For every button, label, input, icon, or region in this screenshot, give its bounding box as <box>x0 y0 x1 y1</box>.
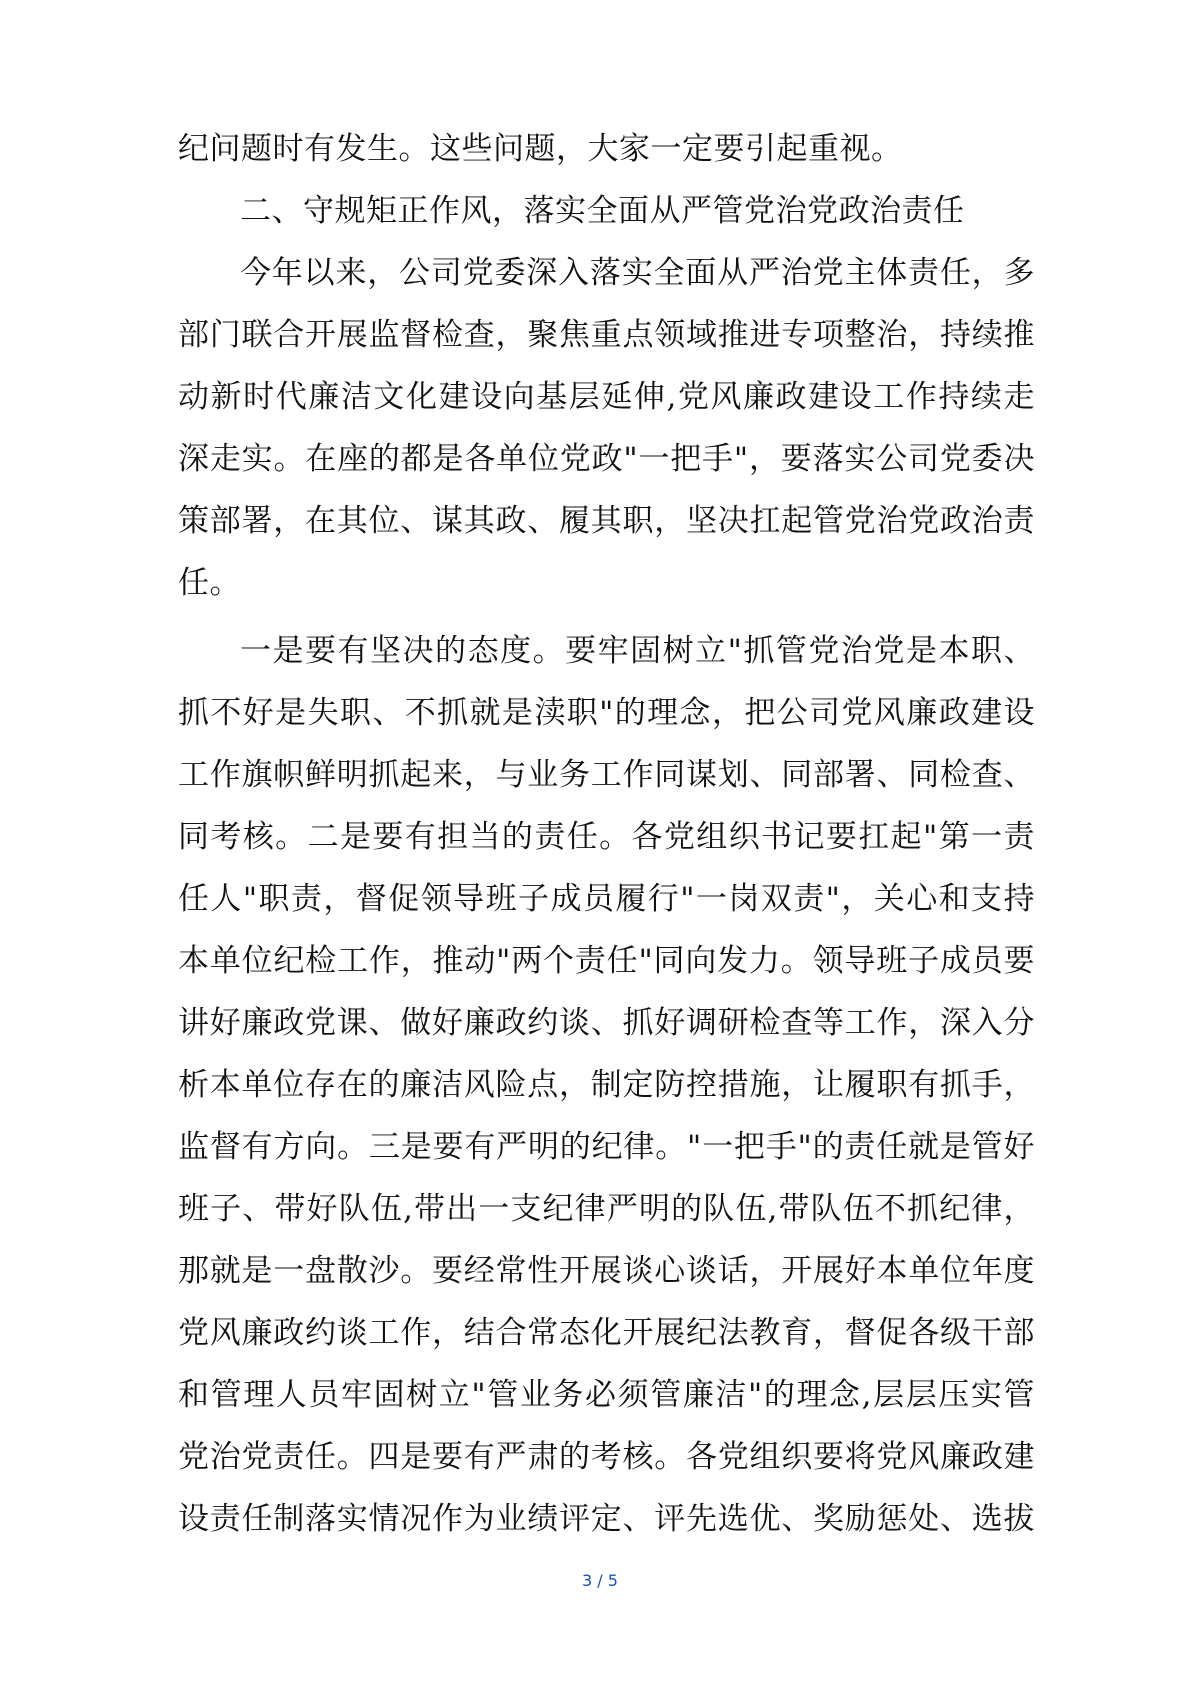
text-line: 同考核。二是要有担当的责任。各党组织书记要扛起"第一责 <box>178 819 1035 855</box>
text-line: 任人"职责，督促领导班子成员履行"一岗双责"，关心和支持 <box>178 881 1035 917</box>
text-line: 深走实。在座的都是各单位党政"一把手"，要落实公司党委决 <box>178 441 1035 477</box>
document-body <box>178 118 1035 1550</box>
text-line: 讲好廉政党课、做好廉政约谈、抓好调研检查等工作，深入分 <box>178 1005 1035 1041</box>
text-line: 工作旗帜鲜明抓起来，与业务工作同谋划、同部署、同检查、 <box>178 757 1035 793</box>
text-line: 任。 <box>178 565 241 601</box>
text-line: 策部署，在其位、谋其政、履其职，坚决扛起管党治党政治责 <box>178 503 1035 539</box>
text-line: 动新时代廉洁文化建设向基层延伸,党风廉政建设工作持续走 <box>178 379 1035 415</box>
text-line: 和管理人员牢固树立"管业务必须管廉洁"的理念,层层压实管 <box>178 1377 1035 1413</box>
text-line: 今年以来，公司党委深入落实全面从严治党主体责任，多 <box>240 255 1035 291</box>
text-line: 设责任制落实情况作为业绩评定、评先选优、奖励惩处、选拔 <box>178 1501 1035 1537</box>
text-line: 抓不好是失职、不抓就是渎职"的理念，把公司党风廉政建设 <box>178 695 1035 731</box>
text-line: 析本单位存在的廉洁风险点，制定防控措施，让履职有抓手， <box>178 1067 1035 1103</box>
page-number: 3 / 5 <box>582 1571 618 1590</box>
text-line: 监督有方向。三是要有严明的纪律。"一把手"的责任就是管好 <box>178 1129 1035 1165</box>
text-line: 本单位纪检工作，推动"两个责任"同向发力。领导班子成员要 <box>178 943 1035 979</box>
section-heading: 二、守规矩正作风，落实全面从严管党治党政治责任 <box>240 193 965 229</box>
text-line: 党治党责任。四是要有严肃的考核。各党组织要将党风廉政建 <box>178 1439 1035 1475</box>
text-line: 部门联合开展监督检查，聚焦重点领域推进专项整治，持续推 <box>178 317 1035 353</box>
text-line: 纪问题时有发生。这些问题，大家一定要引起重视。 <box>178 131 903 167</box>
text-line: 班子、带好队伍,带出一支纪律严明的队伍,带队伍不抓纪律， <box>178 1191 1035 1227</box>
text-line: 一是要有坚决的态度。要牢固树立"抓管党治党是本职、 <box>240 633 1035 669</box>
text-line: 那就是一盘散沙。要经常性开展谈心谈话，开展好本单位年度 <box>178 1253 1035 1289</box>
text-line: 党风廉政约谈工作，结合常态化开展纪法教育，督促各级干部 <box>178 1315 1035 1351</box>
